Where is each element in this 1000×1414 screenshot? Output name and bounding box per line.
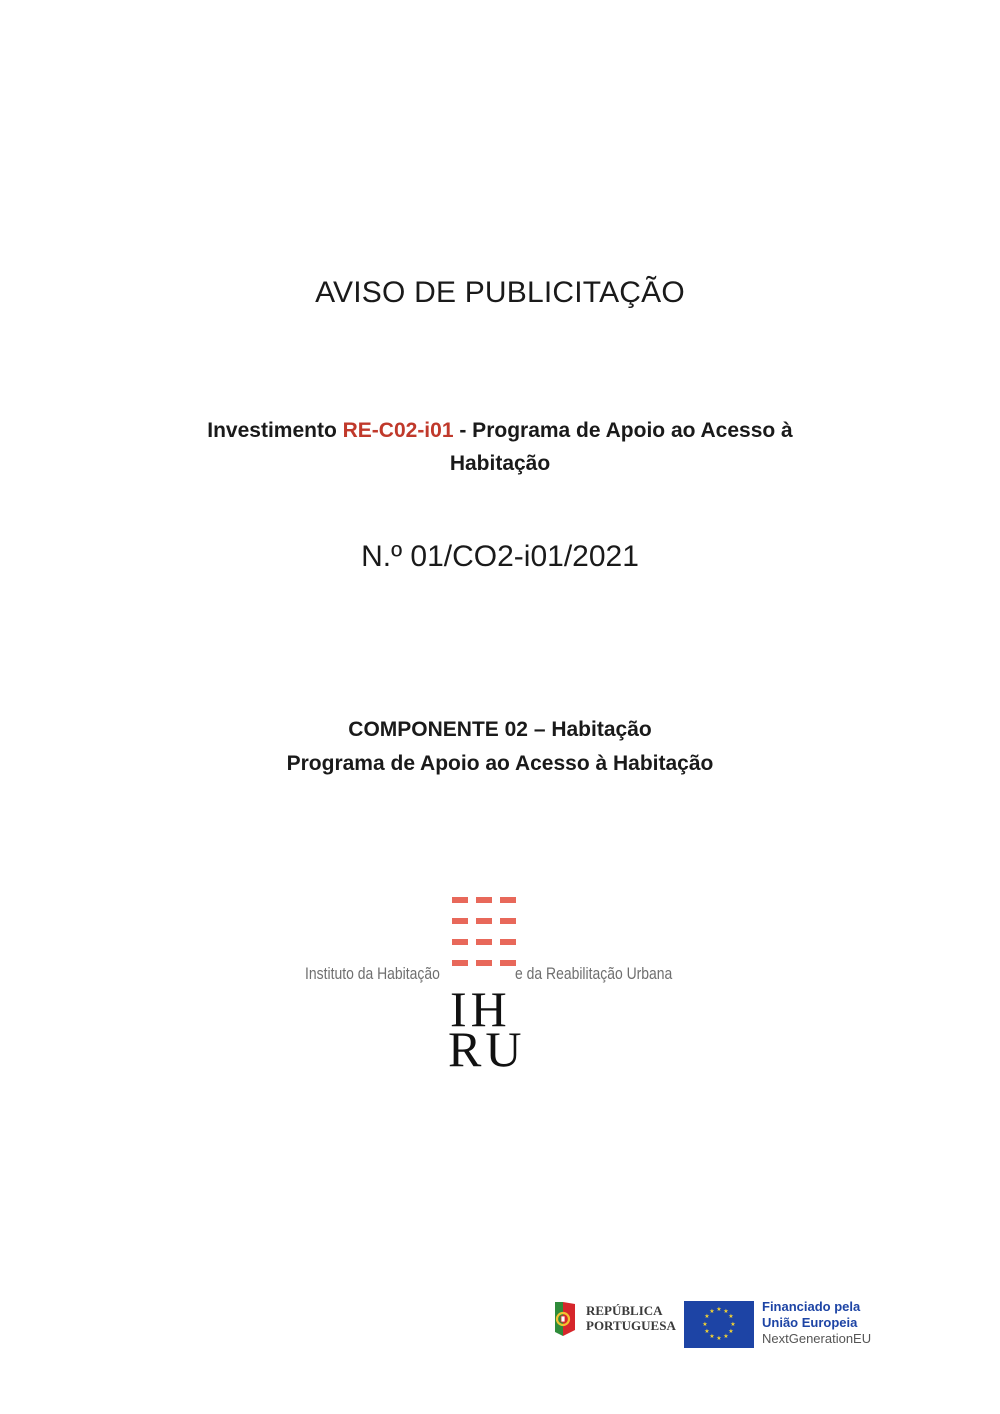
investment-title-line2: Habitação — [449, 452, 551, 475]
investment-code: RE-C02-i01 — [342, 419, 454, 442]
investment-prefix: Investimento — [207, 419, 337, 442]
svg-text:★: ★ — [728, 1328, 734, 1335]
logo-text-right: e da Reabilitação Urbana — [515, 964, 673, 983]
logo-dash — [452, 897, 468, 903]
svg-text:★: ★ — [704, 1328, 710, 1335]
document-title: AVISO DE PUBLICITAÇÃO — [315, 276, 685, 309]
investment-heading — [0, 414, 1000, 480]
logo-letters-ru: RU — [448, 1021, 526, 1077]
svg-text:★: ★ — [730, 1321, 736, 1328]
republica-line1: REPÚBLICA — [586, 1303, 663, 1318]
eu-line1: Financiado pela — [762, 1299, 861, 1314]
component-heading — [0, 713, 1000, 781]
svg-text:★: ★ — [702, 1321, 708, 1328]
logo-dash — [476, 960, 492, 966]
logo-dash — [452, 960, 468, 966]
republica-portuguesa-emblem-icon — [551, 1300, 579, 1338]
investment-title-line1: - Programa de Apoio ao Acesso à — [459, 419, 793, 442]
logo-letters-ih: IH — [450, 981, 511, 1037]
eu-flag-icon — [684, 1301, 754, 1348]
eu-line3: NextGenerationEU — [762, 1331, 872, 1346]
component-line1: COMPONENTE 02 – Habitação — [348, 718, 652, 741]
logo-dash — [500, 897, 516, 903]
svg-text:★: ★ — [709, 1308, 715, 1315]
eu-funding-text — [762, 1299, 871, 1347]
component-line2: Programa de Apoio ao Acesso à Habitação — [286, 752, 714, 775]
notice-number: N.º 01/CO2-i01/2021 — [361, 540, 639, 573]
svg-text:★: ★ — [728, 1313, 734, 1320]
logo-dash — [476, 897, 492, 903]
svg-text:★: ★ — [709, 1333, 715, 1340]
republica-line2: PORTUGUESA — [586, 1318, 676, 1333]
logo-dash — [476, 918, 492, 924]
logo-dash — [452, 918, 468, 924]
eu-line2: União Europeia — [762, 1315, 858, 1330]
republica-portuguesa-text — [586, 1303, 676, 1333]
logo-dash — [500, 918, 516, 924]
svg-text:★: ★ — [716, 1306, 722, 1313]
logo-dash — [452, 939, 468, 945]
logo-dash — [500, 939, 516, 945]
logo-dash — [476, 939, 492, 945]
svg-text:★: ★ — [723, 1308, 729, 1315]
logo-dash — [500, 960, 516, 966]
svg-text:★: ★ — [716, 1335, 722, 1342]
logo-text-left: Instituto da Habitação — [305, 964, 440, 983]
svg-text:★: ★ — [723, 1333, 729, 1340]
svg-text:★: ★ — [704, 1313, 710, 1320]
